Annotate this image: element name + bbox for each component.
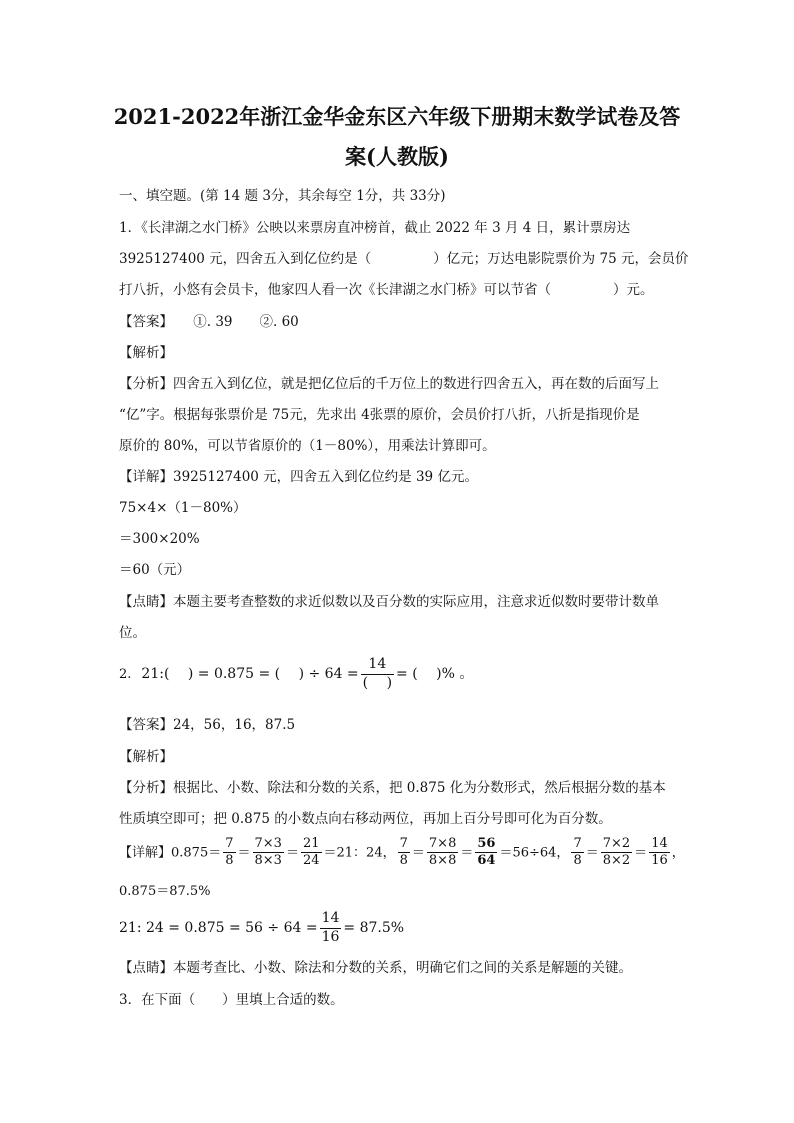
q2-analysis-line1: 【分析】根据比、小数、除法和分数的关系，把 0.875 化为分数形式，然后根据分数的基本 xyxy=(119,780,666,796)
q2-fraction-numerator: 14 xyxy=(361,656,394,675)
q2-detail-text-1: ＝21：24， xyxy=(323,845,396,861)
q2-detail-fraction-8-den: 8×2 xyxy=(602,853,631,869)
q2-expr-part-b: = ( )% 。 xyxy=(396,666,474,682)
q2-number: 2. xyxy=(119,667,132,682)
q2-detail: 【详解】0.875＝ $\frac{7}{8}$ ＝ $\frac{7\times 3}{8\times 3}$ ＝ $\frac{21}{24}$ ＝21：24， $\frac{7}{8}$ ＝ $\frac{7\times 8}{8\times 8}$ ＝ $\frac{56}{64}$ ＝56÷64， $\frac{7}{8}$ ＝ $\frac{7\times 2}{8\times 2}$ ＝ $\frac{14}{16}$ ， xyxy=(119,836,685,869)
q2-jiexi-label: 【解析】 xyxy=(119,749,173,765)
q2-equation-fraction-den: 16 xyxy=(321,928,340,945)
q2-detail-fraction-4-num: 7 xyxy=(398,836,410,853)
q2-detail-text-3: ， xyxy=(671,845,685,861)
q2-detail-fraction-8-num: 7×2 xyxy=(601,836,632,853)
q2-equation-fraction-num: 14 xyxy=(320,910,342,929)
q1-jiexi-label: 【解析】 xyxy=(119,345,173,361)
q2-fraction xyxy=(361,656,394,692)
q2-equation-part-a: 21: 24 = 0.875 = 56 ÷ 64 = xyxy=(119,920,318,936)
q1-answer: 【答案】 ①. 39 ②. 60 xyxy=(119,314,299,330)
q2-detail-fraction-2-den: 8×3 xyxy=(254,853,282,869)
q2-detail-fraction-5 xyxy=(427,836,458,870)
q1-remark-line1: 【点睛】本题主要考查整数的求近似数以及百分数的实际应用，注意求近似数时要带计数单 xyxy=(119,594,659,610)
q1-remark-line2: 位。 xyxy=(119,625,146,641)
q2-detail-fraction-7 xyxy=(571,836,583,870)
q3-line1: 3．在下面（ ）里填上合适的数。 xyxy=(119,992,344,1008)
q2-detail-fraction-6 xyxy=(475,836,497,870)
q2-equation-part-b: = 87.5% xyxy=(343,920,405,936)
q2-detail-fraction-1 xyxy=(223,836,235,870)
section-heading: 一、填空题。(第 14 题 3分，其余每空 1分，共 33分) xyxy=(119,188,446,204)
q2-detail-fraction-2-num: 7×3 xyxy=(253,836,284,853)
q1-analysis-line3: 原价的 80%，可以节省原价的（1－80%），用乘法计算即可。 xyxy=(119,438,496,454)
q1-line3 xyxy=(119,282,654,298)
q2-equation-fraction xyxy=(320,910,342,946)
q2-detail-fraction-9-num: 14 xyxy=(649,836,670,853)
q2-detail-fraction-4 xyxy=(398,836,410,870)
q2-detail-fraction-9 xyxy=(649,836,670,870)
q1-calc-line3: ＝60（元） xyxy=(119,562,191,578)
q1-analysis-line1: 【分析】四舍五入到亿位，就是把亿位后的千万位上的数进行四舍五入，再在数的后面写上 xyxy=(119,376,659,392)
q1-line2-part-b: ）亿元；万达电影院票价为 75 元，会员价 xyxy=(433,251,689,267)
q2-detail-fraction-2 xyxy=(253,836,284,870)
q1-calc-line2: ＝300×20% xyxy=(119,531,200,547)
q2-fraction-denominator: ( ) xyxy=(362,674,393,691)
q2-detail-fraction-8 xyxy=(601,836,632,870)
q1-calc-line1: 75×4×（1－80%） xyxy=(119,500,247,516)
q1-line3-part-b: ）元。 xyxy=(613,282,654,298)
q2-detail-text-2: ＝56÷64， xyxy=(499,845,570,861)
q2-detail-label: 【详解】0.875＝ xyxy=(119,845,222,861)
q2-detail-fraction-6-den: 64 xyxy=(477,853,496,869)
document-title-line1: 2021-2022年浙江金华金东区六年级下册期末数学试卷及答 xyxy=(113,104,681,129)
q1-line1: 1．《长津湖之水门桥》公映以来票房直冲榜首，截止 2022 年 3 月 4 日，累计票房达 xyxy=(119,220,631,236)
q1-line2-part-a: 3925127400 元，四舍五入到亿位约是（ xyxy=(119,251,372,267)
q2-detail-fraction-9-den: 16 xyxy=(651,853,668,869)
q2-detail-fraction-6-num: 56 xyxy=(475,836,497,853)
q2-analysis-line2: 性质填空即可；把 0.875 的小数点向右移动两位，再加上百分号即可化为百分数。 xyxy=(119,811,612,827)
q2-detail-fraction-5-num: 7×8 xyxy=(427,836,458,853)
q1-line3-part-a: 打八折，小悠有会员卡，他家四人看一次《长津湖之水门桥》可以节省（ xyxy=(119,282,551,298)
q2-detail-fraction-3-den: 24 xyxy=(302,853,320,869)
q1-detail: 【详解】3925127400 元，四舍五入到亿位约是 39 亿元。 xyxy=(119,469,478,485)
q2-detail-fraction-3-num: 21 xyxy=(301,836,322,853)
q2-detail-fraction-1-den: 8 xyxy=(225,853,234,869)
q2-equation xyxy=(119,910,404,946)
q1-line2 xyxy=(119,251,688,267)
q1-analysis-line2: “亿”字。根据每张票价是 75元，先求出 4张票的原价，会员价打八折，八折是指现价是 xyxy=(119,407,640,423)
q2-detail-fraction-5-den: 8×8 xyxy=(428,853,457,869)
q2-remark: 【点睛】本题考查比、小数、除法和分数的关系，明确它们之间的关系是解题的关键。 xyxy=(119,960,632,976)
q2-expression xyxy=(119,656,473,692)
q2-expr-part-a: 21:( ) = 0.875 = ( ) ÷ 64 = xyxy=(141,666,359,682)
q2-detail-fraction-1-num: 7 xyxy=(223,836,235,853)
q2-detail-fraction-7-den: 8 xyxy=(573,853,582,869)
q2-detail-fraction-3 xyxy=(301,836,322,870)
q2-detail-line2: 0.875＝87.5% xyxy=(119,884,211,899)
q2-answer: 【答案】24，56，16，87.5 xyxy=(119,717,296,733)
q2-detail-fraction-4-den: 8 xyxy=(399,853,408,869)
document-title-line2: 案(人教版) xyxy=(345,144,449,169)
q2-detail-fraction-7-num: 7 xyxy=(571,836,583,853)
